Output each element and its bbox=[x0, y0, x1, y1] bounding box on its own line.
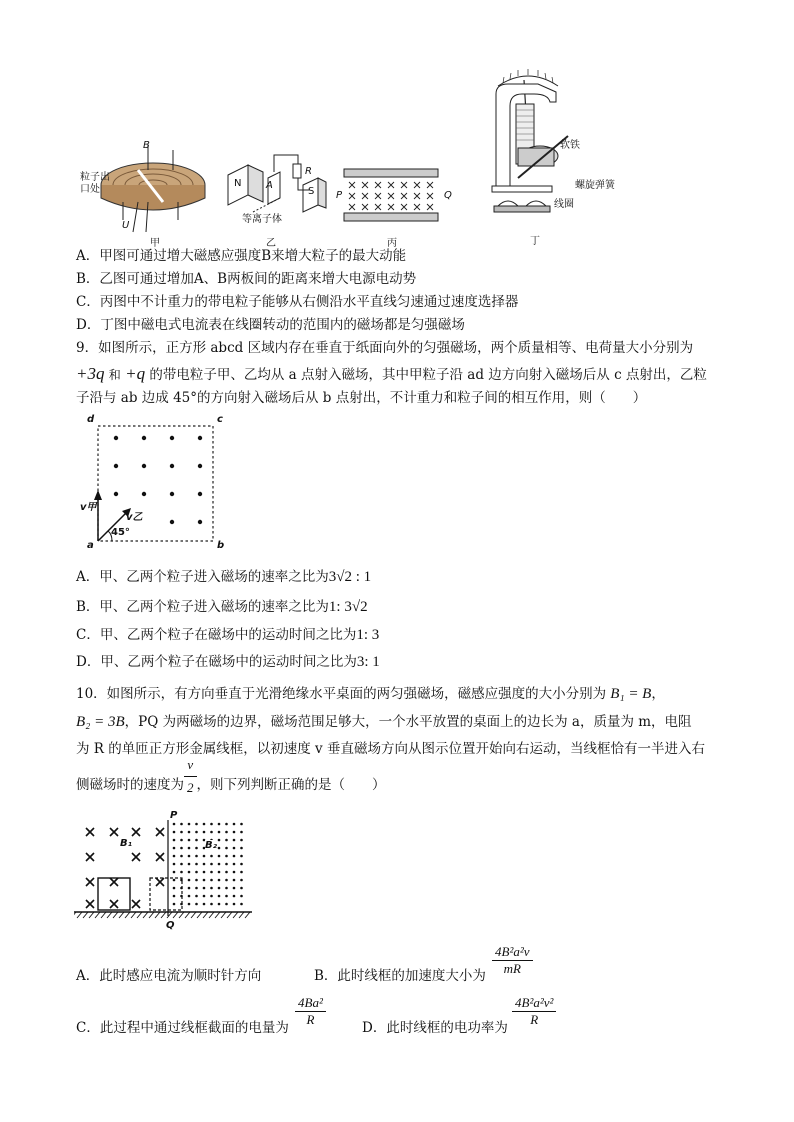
field-dot bbox=[203, 871, 206, 874]
field-dot bbox=[240, 847, 243, 850]
field-dot bbox=[173, 839, 176, 842]
field-dot bbox=[240, 887, 243, 890]
field-dot bbox=[203, 823, 206, 826]
field-dot bbox=[188, 895, 191, 898]
ground-hatch bbox=[197, 912, 202, 918]
field-dot bbox=[195, 871, 198, 874]
q10-stem-line4 bbox=[76, 757, 386, 799]
q9-option-c-text: C．甲、乙两个粒子在磁场中的运动时间之比为 bbox=[76, 627, 357, 643]
field-cross-mark bbox=[375, 204, 381, 210]
field-dot bbox=[188, 887, 191, 890]
field-dot bbox=[225, 903, 228, 906]
field-dot bbox=[233, 855, 236, 858]
q9-label-a: a bbox=[87, 540, 94, 551]
q8-caption-yi: 乙 bbox=[266, 238, 276, 249]
field-dot bbox=[218, 903, 221, 906]
q9-option-c-value: 1: 3 bbox=[356, 627, 380, 643]
field-dot bbox=[195, 895, 198, 898]
field-dot bbox=[225, 847, 228, 850]
field-dot bbox=[195, 847, 198, 850]
q9-charge2: +q bbox=[125, 364, 146, 383]
field-dot bbox=[188, 903, 191, 906]
q10-stem-line4-post: ，则下列判断正确的是（ ） bbox=[196, 777, 386, 793]
field-dot bbox=[180, 863, 183, 866]
q10-stem-line4-pre: 侧磁场时的速度为 bbox=[76, 777, 184, 793]
q9-stem-line2 bbox=[76, 364, 707, 385]
field-dot bbox=[233, 823, 236, 826]
field-dot bbox=[203, 903, 206, 906]
field-dot bbox=[210, 863, 213, 866]
q9-option-c bbox=[76, 625, 379, 645]
q8-label-soft-iron: 软铁 bbox=[560, 140, 580, 151]
field-cross-mark bbox=[388, 182, 394, 188]
field-dot bbox=[218, 887, 221, 890]
field-dot bbox=[225, 895, 228, 898]
field-dot bbox=[188, 839, 191, 842]
field-dot bbox=[203, 831, 206, 834]
field-cross-mark bbox=[414, 204, 420, 210]
field-dot bbox=[170, 464, 174, 468]
field-dot bbox=[180, 871, 183, 874]
q9-charge1: +3q bbox=[76, 364, 105, 383]
q9-label-v-jia: v甲 bbox=[80, 502, 97, 513]
field-dot bbox=[114, 436, 118, 440]
ground-hatch bbox=[101, 912, 106, 918]
ground-hatch bbox=[185, 912, 190, 918]
field-dot bbox=[218, 831, 221, 834]
field-dot bbox=[240, 879, 243, 882]
ground-hatch bbox=[95, 912, 100, 918]
q10-option-d-text: D．此时线框的电功率为 bbox=[362, 1020, 508, 1036]
field-dot bbox=[173, 831, 176, 834]
field-dot bbox=[180, 847, 183, 850]
ground-hatch bbox=[179, 912, 184, 918]
field-dot bbox=[188, 823, 191, 826]
q9-stem-line2-rest: 的带电粒子甲、乙均从 a 点射入磁场，其中甲粒子沿 ad 边方向射入磁场后从 c 点射出，乙粒 bbox=[149, 367, 707, 383]
field-dot bbox=[195, 887, 198, 890]
ground-hatch bbox=[191, 912, 196, 918]
field-cross-mark bbox=[388, 193, 394, 199]
field-dot bbox=[240, 903, 243, 906]
field-dot bbox=[240, 895, 243, 898]
field-dot bbox=[170, 520, 174, 524]
q9-option-b bbox=[76, 597, 368, 617]
ground-hatch bbox=[125, 912, 130, 918]
q10-option-c-fraction bbox=[295, 995, 326, 1028]
field-dot bbox=[210, 903, 213, 906]
ground-hatch bbox=[227, 912, 232, 918]
q10-figure bbox=[74, 812, 254, 934]
q10-stem-line3: 为 R 的单匝正方形金属线框，以初速度 v 垂直磁场方向从图示位置开始向右运动，当线框恰有一半进入右 bbox=[76, 741, 705, 757]
q10-option-b-num: 4B²a²v bbox=[492, 944, 533, 961]
field-dot bbox=[225, 831, 228, 834]
q8-option-b: B．乙图可通过增加A、B两板间的距离来增大电源电动势 bbox=[76, 271, 417, 287]
ground-hatch bbox=[143, 912, 148, 918]
field-dot bbox=[195, 823, 198, 826]
field-dot bbox=[180, 831, 183, 834]
q9-stem-line1: 9．如图所示，正方形 abcd 区域内存在垂直于纸面向外的匀强磁场，两个质量相等、电荷量大小分别为 bbox=[76, 340, 694, 356]
field-dot bbox=[203, 895, 206, 898]
q10-label-P: P bbox=[170, 810, 178, 821]
field-dot bbox=[225, 887, 228, 890]
ground-hatch bbox=[131, 912, 136, 918]
q8-option-a: A．甲图可通过增大磁感应强度B来增大粒子的最大动能 bbox=[76, 248, 407, 264]
field-dot bbox=[240, 863, 243, 866]
q8-label-A: A bbox=[266, 180, 273, 191]
ground-hatch bbox=[137, 912, 142, 918]
field-dot bbox=[240, 855, 243, 858]
field-dot bbox=[233, 863, 236, 866]
q9-stem-line3: 子沿与 ab 边成 45°的方向射入磁场后从 b 点射出，不计重力和粒子间的相互作用，则（ ） bbox=[76, 390, 647, 406]
field-dot bbox=[142, 464, 146, 468]
field-dot bbox=[233, 887, 236, 890]
field-dot bbox=[188, 879, 191, 882]
q9-option-a-value: 3√2 : 1 bbox=[328, 569, 372, 585]
q10-b2-eq: B₂ = 3B bbox=[76, 714, 125, 730]
field-cross-mark bbox=[156, 878, 164, 886]
ground-hatch bbox=[83, 912, 88, 918]
q10-stem-line2-rest: ，PQ 为两磁场的边界，磁场范围足够大，一个水平放置的桌面上的边长为 a，质量为 m，电阻 bbox=[124, 714, 692, 730]
ground-hatch bbox=[113, 912, 118, 918]
q10-option-d-num: 4B²a²v² bbox=[512, 995, 556, 1012]
field-dot bbox=[180, 839, 183, 842]
field-cross-mark bbox=[349, 193, 355, 199]
field-dot bbox=[180, 855, 183, 858]
q9-figure bbox=[78, 410, 228, 558]
q10-option-b-text: B．此时线框的加速度大小为 bbox=[314, 968, 486, 984]
field-dot bbox=[210, 895, 213, 898]
q10-v-half-num: v bbox=[184, 754, 197, 777]
field-dot bbox=[114, 464, 118, 468]
field-dot bbox=[170, 436, 174, 440]
field-cross-mark bbox=[349, 204, 355, 210]
field-cross-mark bbox=[427, 182, 433, 188]
q9-label-d: d bbox=[87, 414, 95, 425]
field-dot bbox=[173, 903, 176, 906]
q10-option-c-text: C．此过程中通过线框截面的电量为 bbox=[76, 1020, 289, 1036]
q10-label-B1: B₁ bbox=[120, 838, 133, 849]
field-cross-mark bbox=[110, 828, 118, 836]
q9-label-c: c bbox=[217, 414, 223, 425]
field-dot bbox=[210, 823, 213, 826]
q10-option-b-den: mR bbox=[503, 961, 521, 976]
q8-label-N: N bbox=[234, 178, 242, 189]
q10-b1-eq: B₁ = B bbox=[610, 686, 652, 702]
q9-option-a bbox=[76, 567, 371, 587]
q8-option-d: D．丁图中磁电式电流表在线圈转动的范围内的磁场都是匀强磁场 bbox=[76, 317, 465, 333]
field-dot bbox=[180, 823, 183, 826]
field-dot bbox=[210, 871, 213, 874]
field-dot bbox=[198, 464, 202, 468]
q8-caption-ding: 丁 bbox=[530, 236, 540, 247]
field-dot bbox=[233, 847, 236, 850]
q9-option-b-text: B．甲、乙两个粒子进入磁场的速率之比为 bbox=[76, 599, 329, 615]
field-cross-mark bbox=[427, 204, 433, 210]
field-dot bbox=[240, 839, 243, 842]
field-dot bbox=[198, 492, 202, 496]
field-cross-mark bbox=[375, 193, 381, 199]
field-dot bbox=[195, 903, 198, 906]
field-dot bbox=[218, 895, 221, 898]
field-dot bbox=[210, 887, 213, 890]
q9-option-d bbox=[76, 652, 380, 672]
field-dot bbox=[173, 847, 176, 850]
field-dot bbox=[195, 863, 198, 866]
ground-hatch bbox=[209, 912, 214, 918]
q8-label-coil: 线圈 bbox=[554, 199, 574, 210]
field-dot bbox=[233, 879, 236, 882]
ground-hatch bbox=[215, 912, 220, 918]
field-dot bbox=[240, 871, 243, 874]
field-dot bbox=[195, 879, 198, 882]
field-cross-mark bbox=[362, 182, 368, 188]
field-dot bbox=[188, 847, 191, 850]
field-dot bbox=[233, 903, 236, 906]
ground-hatch bbox=[161, 912, 166, 918]
field-cross-mark bbox=[132, 853, 140, 861]
field-dot bbox=[173, 855, 176, 858]
field-dot bbox=[210, 855, 213, 858]
field-cross-mark bbox=[156, 853, 164, 861]
q10-v-half bbox=[184, 754, 197, 799]
field-dot bbox=[173, 879, 176, 882]
ground-hatch bbox=[107, 912, 112, 918]
field-dot bbox=[225, 863, 228, 866]
q8-label-plasma: 等离子体 bbox=[242, 214, 282, 225]
field-dot bbox=[203, 855, 206, 858]
field-dot bbox=[203, 887, 206, 890]
q8-figure-bing bbox=[336, 165, 446, 225]
ground-hatch bbox=[155, 912, 160, 918]
ground-hatch bbox=[221, 912, 226, 918]
field-cross-mark bbox=[110, 900, 118, 908]
field-dot bbox=[218, 823, 221, 826]
q8-label-U: U bbox=[122, 220, 130, 231]
field-dot bbox=[188, 871, 191, 874]
q9-option-d-text: D．甲、乙两个粒子在磁场中的运动时间之比为 bbox=[76, 654, 357, 670]
field-dot bbox=[195, 831, 198, 834]
ground-hatch bbox=[119, 912, 124, 918]
field-dot bbox=[233, 871, 236, 874]
field-dot bbox=[218, 871, 221, 874]
field-dot bbox=[173, 823, 176, 826]
field-dot bbox=[225, 871, 228, 874]
q10-label-B2: B₂ bbox=[205, 840, 218, 851]
q10-option-d-fraction bbox=[512, 995, 556, 1028]
field-cross-mark bbox=[156, 828, 164, 836]
q10-label-Q: Q bbox=[166, 920, 175, 931]
q8-caption-bing: 丙 bbox=[387, 238, 397, 249]
field-dot bbox=[203, 863, 206, 866]
field-dot bbox=[233, 831, 236, 834]
field-cross-mark bbox=[86, 900, 94, 908]
q8-option-c: C．丙图中不计重力的带电粒子能够从右侧沿水平直线匀速通过速度选择器 bbox=[76, 294, 519, 310]
field-dot bbox=[210, 879, 213, 882]
q9-option-b-value: 1: 3√2 bbox=[328, 599, 368, 615]
field-dot bbox=[218, 855, 221, 858]
field-cross-mark bbox=[86, 828, 94, 836]
q10-stem-line1-text: 10．如图所示，有方向垂直于光滑绝缘水平桌面的两匀强磁场，磁感应强度的大小分别为 bbox=[76, 686, 607, 702]
q10-stem-line1: 10．如图所示，有方向垂直于光滑绝缘水平桌面的两匀强磁场，磁感应强度的大小分别为 B₁ = B， bbox=[76, 686, 665, 702]
ground-hatch bbox=[245, 912, 250, 918]
q8-label-Q: Q bbox=[444, 190, 452, 201]
q9-option-a-text: A．甲、乙两个粒子进入磁场的速率之比为 bbox=[76, 569, 329, 585]
q8-label-B: B bbox=[143, 140, 150, 151]
field-dot bbox=[198, 520, 202, 524]
field-dot bbox=[195, 855, 198, 858]
field-cross-mark bbox=[401, 193, 407, 199]
q8-caption-jia: 甲 bbox=[150, 238, 160, 249]
field-dot bbox=[188, 855, 191, 858]
q9-label-b: b bbox=[217, 540, 225, 551]
field-dot bbox=[170, 492, 174, 496]
field-cross-mark bbox=[414, 182, 420, 188]
q10-option-a: A．此时感应电流为顺时针方向 bbox=[76, 968, 262, 984]
field-dot bbox=[203, 879, 206, 882]
q10-option-c-den: R bbox=[306, 1012, 315, 1027]
field-dot bbox=[225, 823, 228, 826]
q8-label-R: R bbox=[305, 166, 312, 177]
field-dot bbox=[195, 839, 198, 842]
q10-stem-line2 bbox=[76, 712, 692, 732]
ground-hatch bbox=[239, 912, 244, 918]
field-cross-mark bbox=[349, 182, 355, 188]
field-cross-mark bbox=[375, 182, 381, 188]
field-cross-mark bbox=[388, 204, 394, 210]
field-dot bbox=[218, 839, 221, 842]
q8-label-P: P bbox=[336, 190, 343, 201]
q9-label-angle: 45° bbox=[111, 527, 130, 538]
field-cross-mark bbox=[362, 193, 368, 199]
field-dot bbox=[173, 895, 176, 898]
field-cross-mark bbox=[414, 193, 420, 199]
field-dot bbox=[218, 863, 221, 866]
field-dot bbox=[173, 871, 176, 874]
ground-hatch bbox=[149, 912, 154, 918]
ground-hatch bbox=[233, 912, 238, 918]
field-cross-mark bbox=[401, 182, 407, 188]
q8-label-spiral-spring: 螺旋弹簧 bbox=[575, 180, 615, 191]
q9-and: 和 bbox=[108, 368, 121, 382]
field-cross-mark bbox=[401, 204, 407, 210]
field-dot bbox=[225, 855, 228, 858]
ground-hatch bbox=[173, 912, 178, 918]
field-cross-mark bbox=[132, 828, 140, 836]
q10-option-c-num: 4Ba² bbox=[295, 995, 326, 1012]
q8-label-S: S bbox=[308, 186, 315, 197]
field-dot bbox=[198, 436, 202, 440]
field-dot bbox=[114, 492, 118, 496]
field-dot bbox=[188, 831, 191, 834]
field-dot bbox=[142, 436, 146, 440]
field-cross-mark bbox=[86, 853, 94, 861]
field-dot bbox=[240, 831, 243, 834]
field-dot bbox=[240, 823, 243, 826]
field-cross-mark bbox=[110, 878, 118, 886]
ground-hatch bbox=[203, 912, 208, 918]
field-dot bbox=[218, 879, 221, 882]
field-dot bbox=[233, 895, 236, 898]
ground-hatch bbox=[74, 912, 76, 918]
ground-hatch bbox=[89, 912, 94, 918]
q9-label-v-yi: v乙 bbox=[126, 512, 143, 523]
field-dot bbox=[180, 879, 183, 882]
field-dot bbox=[225, 879, 228, 882]
field-dot bbox=[142, 492, 146, 496]
q8-label-particle-exit: 粒子出口处 bbox=[80, 172, 110, 195]
q10-option-b-fraction bbox=[492, 944, 533, 977]
field-dot bbox=[225, 839, 228, 842]
field-cross-mark bbox=[427, 193, 433, 199]
field-dot bbox=[218, 847, 221, 850]
field-dot bbox=[173, 887, 176, 890]
q9-option-d-value: 3: 1 bbox=[356, 654, 380, 670]
field-cross-mark bbox=[86, 878, 94, 886]
q10-v-half-den: 2 bbox=[187, 780, 194, 795]
field-dot bbox=[173, 863, 176, 866]
field-dot bbox=[188, 863, 191, 866]
field-dot bbox=[233, 839, 236, 842]
field-cross-mark bbox=[132, 900, 140, 908]
field-dot bbox=[210, 831, 213, 834]
q10-option-d-den: R bbox=[530, 1012, 539, 1027]
ground-hatch bbox=[77, 912, 82, 918]
field-cross-mark bbox=[362, 204, 368, 210]
